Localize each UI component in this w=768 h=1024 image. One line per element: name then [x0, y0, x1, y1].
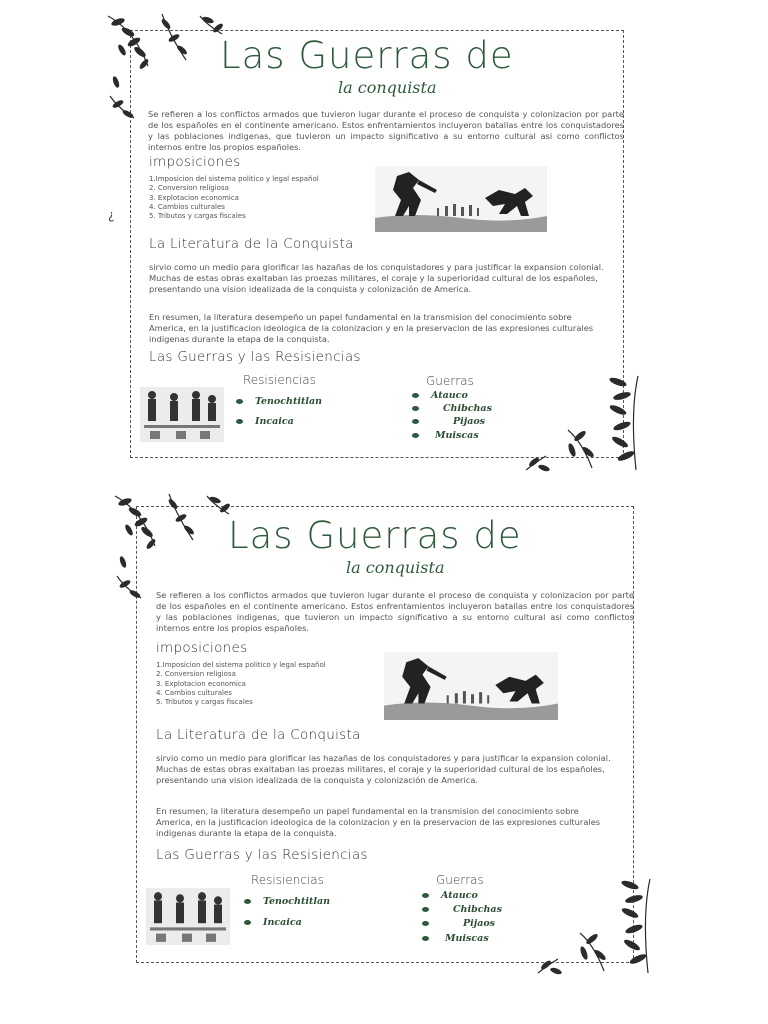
list-item: Atauco [422, 890, 478, 901]
imposiciones-list [149, 175, 349, 221]
codex-illustration [146, 888, 230, 945]
list-item: 5. Tributos y cargas fiscales [149, 212, 246, 221]
list-item: Muiscas [412, 430, 479, 441]
page-subtitle: la conquista [346, 558, 445, 577]
literatura-paragraph-1: sirvio como un medio para glorificar las hazañas de los conquistadores y para justificar la expansion colonial. Muchas de estas obras exaltaban las proezas militares, el coraje y la superioridad cultural de los españoles, presentando una vision idealizada de la conquista y colonización de America. [156, 753, 611, 786]
bullet-dot-icon [412, 406, 419, 411]
resistencias-heading: Resisiencias [243, 373, 316, 387]
resistencias-heading: Resisiencias [251, 873, 324, 887]
document-page-1 [0, 0, 768, 490]
bullet-dot-icon [422, 907, 429, 912]
list-item: Chibchas [422, 904, 502, 915]
leaf-branch-icon [522, 372, 648, 474]
guerras-heading: Guerras [426, 374, 474, 388]
codex-illustration [140, 387, 224, 442]
list-item: Pijaos [412, 416, 485, 427]
list-item: 3. Explotacion economica [156, 679, 246, 688]
page-title: Las Guerras de [220, 34, 514, 77]
list-item: Tenochtitlan [236, 396, 322, 407]
list-item: 3. Explotacion economica [149, 193, 239, 202]
literatura-paragraph-2: En resumen, la literatura desempeño un papel fundamental en la transmision del conocimiento sobre America, en la justificacion ideologica de la colonizacion y en la preservacion de las expresiones culturales indigenas durante la etapa de la conquista. [149, 312, 594, 345]
bullet-dot-icon [244, 920, 251, 925]
bullet-dot-icon [422, 936, 429, 941]
list-item: Tenochtitlan [244, 896, 330, 907]
bullet-dot-icon [412, 393, 419, 398]
engraving-illustration [384, 652, 558, 720]
intro-paragraph: Se refieren a los conflictos armados que tuvieron lugar durante el proceso de conquista y colonizacion por parte de los españoles en el continente americano. Estos enfrentamientos incluyeron batallas entre los conquistadores y las poblaciones indigenas, que tuvieron un impacto significativo a su entorno cultural asi como conflictos internos entre los propios españoles. [148, 109, 624, 152]
literatura-heading: La Literatura de la Conquista [156, 727, 361, 743]
list-item: 2. Conversion religiosa [149, 184, 229, 193]
list-item: Pijaos [422, 918, 495, 929]
imposiciones-heading: imposiciones [156, 640, 248, 656]
list-item: Incaica [244, 917, 302, 928]
bullet-dot-icon [236, 419, 243, 424]
guerras-resistencias-heading: Las Guerras y las Resisiencias [149, 349, 361, 365]
list-item: 5. Tributos y cargas fiscales [156, 698, 253, 707]
list-item: Chibchas [412, 403, 492, 414]
intro-paragraph: Se refieren a los conflictos armados que tuvieron lugar durante el proceso de conquista y colonizacion por parte de los españoles en el continente americano. Estos enfrentamientos incluyeron batallas entre los conquistadores y las poblaciones indigenas, que tuvieron un impacto significativo a su entorno cultural asi como conflictos internos entre los propios españoles. [156, 590, 634, 633]
bullet-dot-icon [412, 419, 419, 424]
engraving-illustration [375, 166, 547, 232]
stray-mark: ¿ [108, 208, 115, 222]
list-item: 1.Imposicion del sistema politico y legal español [149, 175, 319, 183]
page-subtitle: la conquista [338, 78, 437, 97]
list-item: 1.Imposicion del sistema politico y legal español [156, 661, 326, 669]
leaf-branch-icon [534, 874, 660, 978]
bullet-dot-icon [422, 893, 429, 898]
bullet-dot-icon [236, 399, 243, 404]
leaf-branch-icon [104, 10, 228, 122]
guerras-heading: Guerras [436, 873, 484, 887]
bullet-dot-icon [244, 899, 251, 904]
bullet-dot-icon [412, 433, 419, 438]
list-item: Incaica [236, 416, 294, 427]
bullet-dot-icon [422, 921, 429, 926]
leaf-branch-icon [110, 490, 236, 602]
imposiciones-heading: imposiciones [149, 154, 241, 170]
list-item: Muiscas [422, 933, 489, 944]
document-page-2 [0, 490, 768, 980]
literatura-paragraph-2: En resumen, la literatura desempeño un papel fundamental en la transmision del conocimiento sobre America, en la justificacion ideologica de la colonizacion y en la preservacion de las expresiones culturales indigenas durante la etapa de la conquista. [156, 806, 601, 839]
imposiciones-list [156, 661, 356, 707]
page-title: Las Guerras de [228, 514, 522, 557]
list-item: 4. Cambios culturales [149, 202, 225, 211]
literatura-paragraph-1: sirvio como un medio para glorificar las hazañas de los conquistadores y para justificar la expansion colonial. Muchas de estas obras exaltaban las proezas militares, el coraje y la superioridad cultural de los españoles, presentando una vision idealizada de la conquista y colonización de America. [149, 262, 604, 295]
literatura-heading: La Literatura de la Conquista [149, 236, 354, 252]
list-item: 4. Cambios culturales [156, 688, 232, 697]
guerras-resistencias-heading: Las Guerras y las Resisiencias [156, 847, 368, 863]
list-item: Atauco [412, 390, 468, 401]
list-item: 2. Conversion religiosa [156, 670, 236, 679]
